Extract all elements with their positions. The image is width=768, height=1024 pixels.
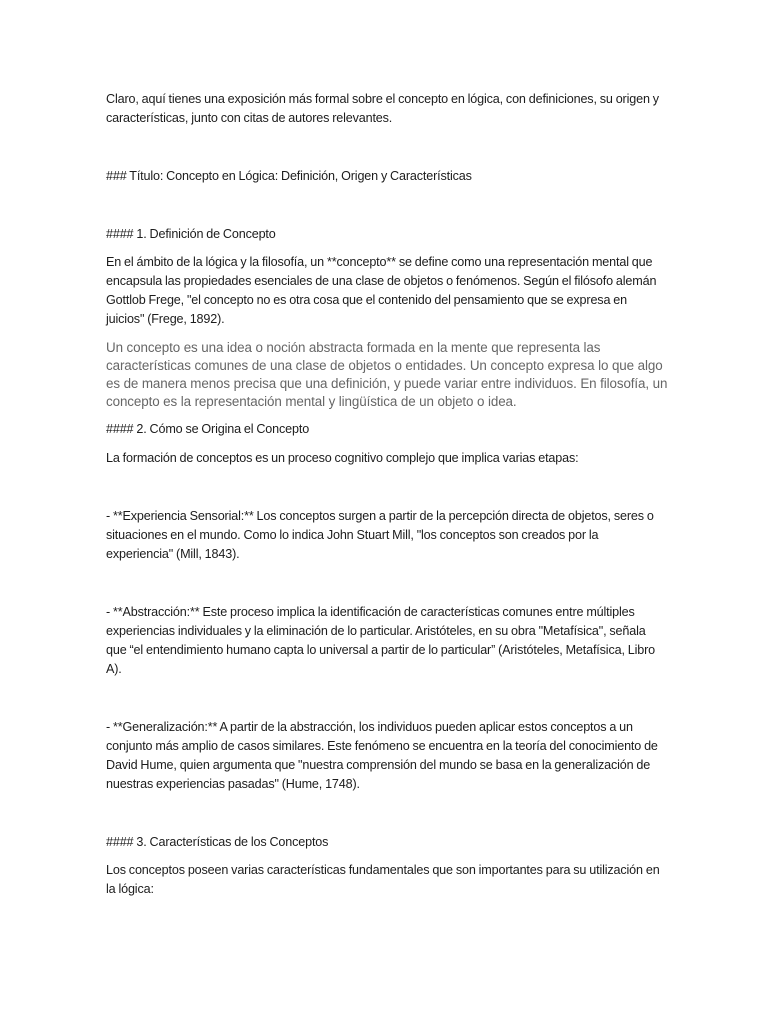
section-1-gray-paragraph: Un concepto es una idea o noción abstracta formada en la mente que representa las características comunes de una clase de objetos o entidades. Un concepto expresa lo que algo es de manera menos precisa que una definición, y puede variar entre individuos. En filosofía, un concepto es la representación mental y lingüística de un objeto o idea. (106, 340, 668, 409)
section-3-paragraph: Los conceptos poseen varias características fundamentales que son importantes para su utilización en la lógica: (106, 863, 660, 896)
section-1-heading: #### 1. Definición de Concepto (106, 227, 276, 241)
intro-paragraph: Claro, aquí tienes una exposición más formal sobre el concepto en lógica, con definiciones, su origen y características, junto con citas de autores relevantes. (106, 92, 659, 125)
document-body (106, 90, 668, 899)
bullet-abstraccion: - **Abstracción:** Este proceso implica la identificación de características comunes entre múltiples experiencias individuales y la eliminación de lo particular. Aristóteles, en su obra "Metafísica", señala que “el entendimiento humano capta lo universal a partir de lo particular” (Aristóteles, Metafísica, Libro A). (106, 605, 656, 676)
section-2-heading: #### 2. Cómo se Origina el Concepto (106, 422, 310, 436)
section-3-heading: #### 3. Características de los Conceptos (106, 835, 329, 849)
section-1-paragraph: En el ámbito de la lógica y la filosofía, un **concepto** se define como una representación mental que encapsula las propiedades esenciales de una clase de objetos o fenómenos. Según el filósofo alemán Gottlob Frege, "el concepto no es otra cosa que el contenido del pensamiento que se expresa en juicios" (Frege, 1892). (106, 255, 657, 326)
bullet-experiencia-sensorial: - **Experiencia Sensorial:** Los conceptos surgen a partir de la percepción directa de objetos, seres o situaciones en el mundo. Como lo indica John Stuart Mill, "los conceptos son creados por la experiencia" (Mill, 1843). (106, 509, 654, 561)
section-2-paragraph: La formación de conceptos es un proceso cognitivo complejo que implica varias etapas: (106, 451, 579, 465)
document-title: ### Título: Concepto en Lógica: Definición, Origen y Características (106, 169, 472, 183)
bullet-generalizacion: - **Generalización:** A partir de la abstracción, los individuos pueden aplicar estos conceptos a un conjunto más amplio de casos similares. Este fenómeno se encuentra en la teoría del conocimiento de David Hume, quien argumenta que "nuestra comprensión del mundo se basa en la generalización de nuestras experiencias pasadas" (Hume, 1748). (106, 720, 658, 791)
